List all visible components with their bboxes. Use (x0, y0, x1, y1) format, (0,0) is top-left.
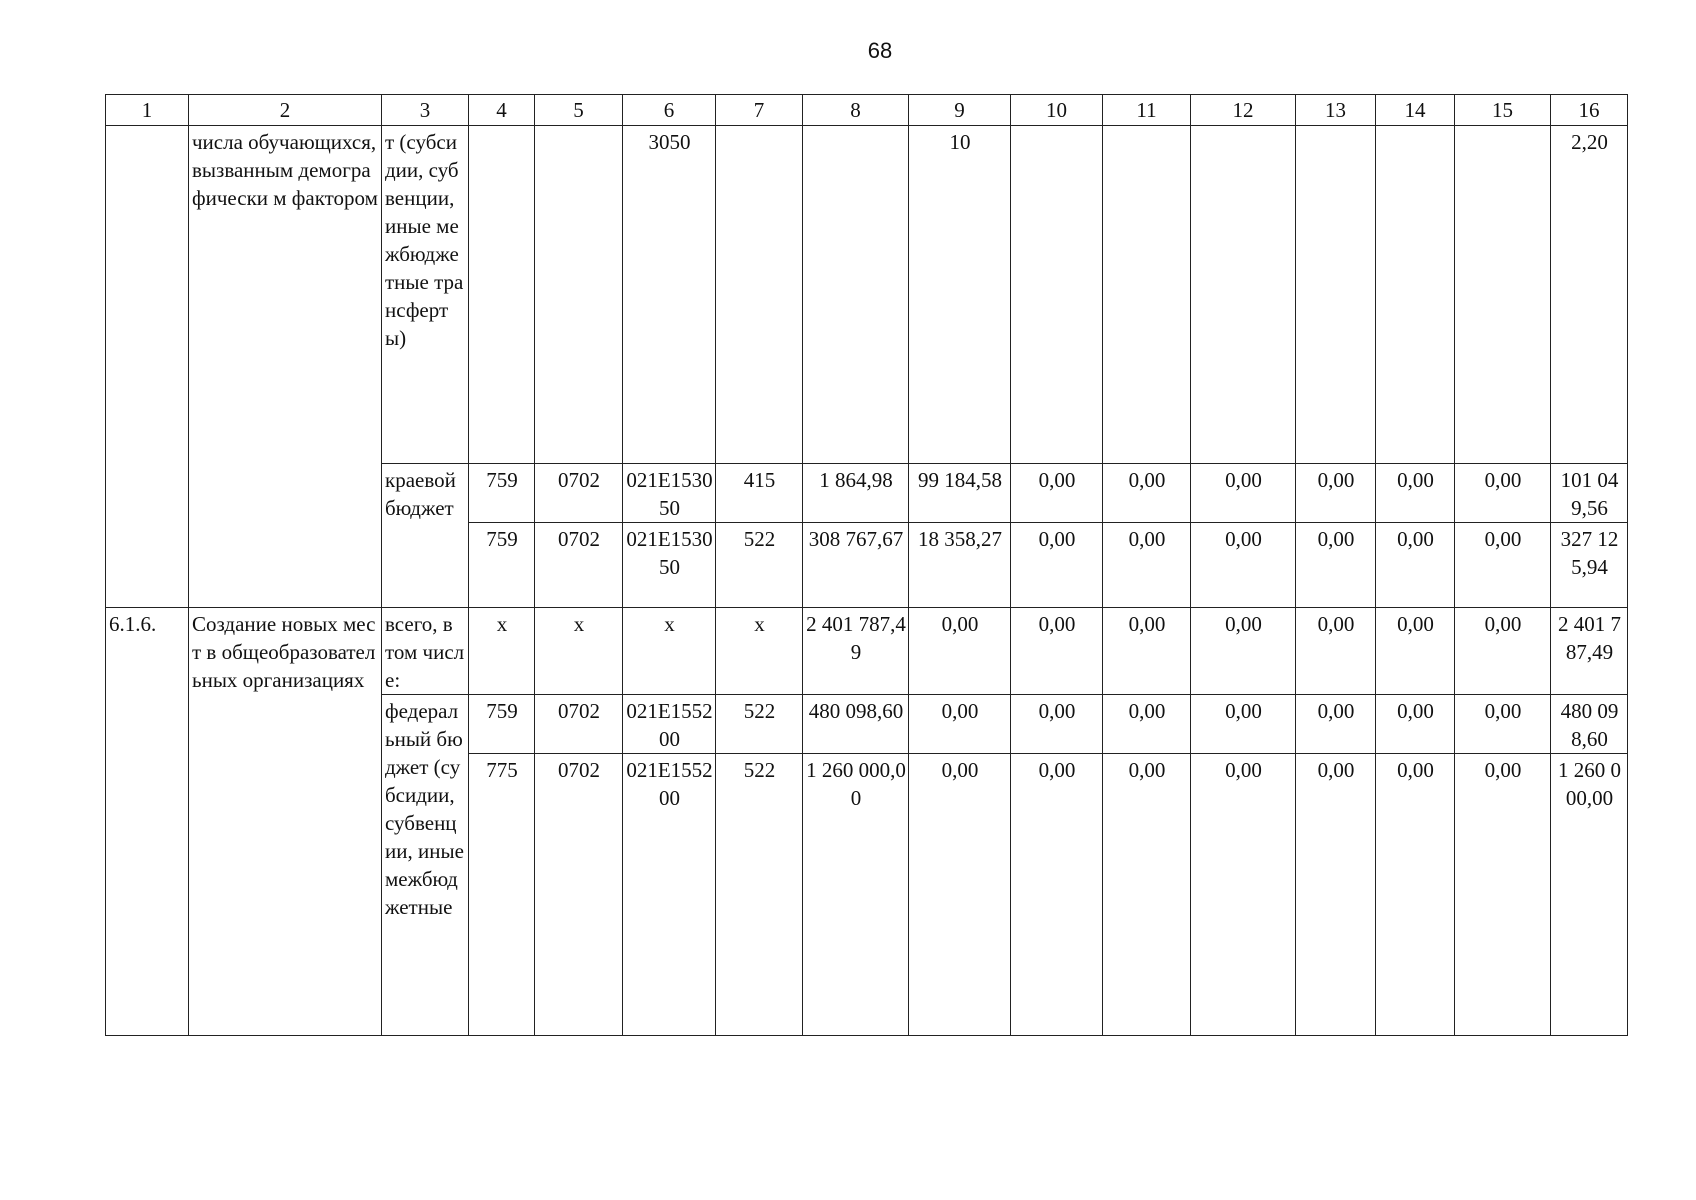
cell-c7: 522 (716, 754, 803, 1036)
cell-c16: 2 401 787,49 (1551, 608, 1628, 695)
cell-c12: 0,00 (1191, 754, 1296, 1036)
cell-c5: 0702 (535, 754, 623, 1036)
cell-c8: 480 098,60 (803, 695, 909, 754)
header-cell: 7 (716, 95, 803, 126)
cell-c10: 0,00 (1011, 695, 1103, 754)
cell-c15: 0,00 (1455, 523, 1551, 608)
header-cell: 1 (106, 95, 189, 126)
cell-c10: 0,00 (1011, 523, 1103, 608)
cell-c6: 021E153050 (623, 464, 716, 523)
header-row (106, 95, 1628, 126)
cell-c7: 522 (716, 695, 803, 754)
cell-c8: 1 864,98 (803, 464, 909, 523)
cell-c10 (1011, 126, 1103, 464)
header-cell: 16 (1551, 95, 1628, 126)
funding-source: всего, в том числе: (382, 608, 469, 695)
cell-c9: 99 184,58 (909, 464, 1011, 523)
cell-c9: 0,00 (909, 695, 1011, 754)
cell-c11: 0,00 (1103, 608, 1191, 695)
cell-c8: 308 767,67 (803, 523, 909, 608)
cell-c14: 0,00 (1376, 608, 1455, 695)
funding-source: т (субсидии, субвенции, иные межбюджетные трансферты) (382, 126, 469, 464)
cell-c6: 021E155200 (623, 695, 716, 754)
cell-c4: 759 (469, 464, 535, 523)
cell-c11: 0,00 (1103, 464, 1191, 523)
cell-c14: 0,00 (1376, 695, 1455, 754)
cell-c12: 0,00 (1191, 608, 1296, 695)
header-cell: 10 (1011, 95, 1103, 126)
cell-c12: 0,00 (1191, 695, 1296, 754)
item-number (106, 126, 189, 608)
header-cell: 8 (803, 95, 909, 126)
cell-c4 (469, 126, 535, 464)
header-cell: 15 (1455, 95, 1551, 126)
cell-c4: 759 (469, 523, 535, 608)
cell-c14: 0,00 (1376, 523, 1455, 608)
cell-c13: 0,00 (1296, 608, 1376, 695)
funding-source: федеральный бюджет (субсидии, субвенции, иные межбюджетные (382, 695, 469, 1036)
cell-c16: 101 049,56 (1551, 464, 1628, 523)
cell-c14 (1376, 126, 1455, 464)
cell-c7: 415 (716, 464, 803, 523)
cell-c5: х (535, 608, 623, 695)
page-number: 68 (867, 38, 893, 63)
cell-c6: 3050 (623, 126, 716, 464)
header-cell: 3 (382, 95, 469, 126)
item-name: числа обучающихся, вызванным демографически м фактором (189, 126, 382, 608)
cell-c12: 0,00 (1191, 523, 1296, 608)
cell-c8 (803, 126, 909, 464)
funding-source: краевой бюджет (382, 464, 469, 608)
cell-c5: 0702 (535, 523, 623, 608)
cell-c15: 0,00 (1455, 608, 1551, 695)
header-cell: 4 (469, 95, 535, 126)
header-cell: 9 (909, 95, 1011, 126)
cell-c16: 480 098,60 (1551, 695, 1628, 754)
cell-c7: х (716, 608, 803, 695)
header-cell: 5 (535, 95, 623, 126)
cell-c16: 2,20 (1551, 126, 1628, 464)
cell-c16: 327 125,94 (1551, 523, 1628, 608)
cell-c14: 0,00 (1376, 464, 1455, 523)
cell-c4: х (469, 608, 535, 695)
cell-c15: 0,00 (1455, 695, 1551, 754)
table-row (106, 126, 1628, 464)
cell-c4: 759 (469, 695, 535, 754)
cell-c5: 0702 (535, 464, 623, 523)
cell-c6: х (623, 608, 716, 695)
header-cell: 2 (189, 95, 382, 126)
budget-table (105, 94, 1628, 1036)
cell-c10: 0,00 (1011, 754, 1103, 1036)
cell-c13: 0,00 (1296, 695, 1376, 754)
header-cell: 12 (1191, 95, 1296, 126)
cell-c14: 0,00 (1376, 754, 1455, 1036)
header-cell: 11 (1103, 95, 1191, 126)
cell-c15: 0,00 (1455, 754, 1551, 1036)
header-cell: 14 (1376, 95, 1455, 126)
cell-c6: 021E153050 (623, 523, 716, 608)
cell-c10: 0,00 (1011, 608, 1103, 695)
cell-c9: 0,00 (909, 754, 1011, 1036)
cell-c13 (1296, 126, 1376, 464)
item-number: 6.1.6. (106, 608, 189, 1036)
cell-c13: 0,00 (1296, 754, 1376, 1036)
cell-c7 (716, 126, 803, 464)
cell-c13: 0,00 (1296, 523, 1376, 608)
cell-c7: 522 (716, 523, 803, 608)
cell-c9: 18 358,27 (909, 523, 1011, 608)
cell-c9: 10 (909, 126, 1011, 464)
item-name: Создание новых мест в общеобразовательных организациях (189, 608, 382, 1036)
cell-c8: 1 260 000,00 (803, 754, 909, 1036)
header-cell: 13 (1296, 95, 1376, 126)
cell-c13: 0,00 (1296, 464, 1376, 523)
header-cell: 6 (623, 95, 716, 126)
cell-c10: 0,00 (1011, 464, 1103, 523)
cell-c11: 0,00 (1103, 523, 1191, 608)
cell-c12 (1191, 126, 1296, 464)
cell-c12: 0,00 (1191, 464, 1296, 523)
cell-c11: 0,00 (1103, 695, 1191, 754)
cell-c15 (1455, 126, 1551, 464)
cell-c8: 2 401 787,49 (803, 608, 909, 695)
cell-c15: 0,00 (1455, 464, 1551, 523)
cell-c11 (1103, 126, 1191, 464)
table-row (106, 608, 1628, 695)
cell-c5: 0702 (535, 695, 623, 754)
cell-c9: 0,00 (909, 608, 1011, 695)
cell-c5 (535, 126, 623, 464)
cell-c6: 021E155200 (623, 754, 716, 1036)
cell-c4: 775 (469, 754, 535, 1036)
cell-c16: 1 260 000,00 (1551, 754, 1628, 1036)
cell-c11: 0,00 (1103, 754, 1191, 1036)
